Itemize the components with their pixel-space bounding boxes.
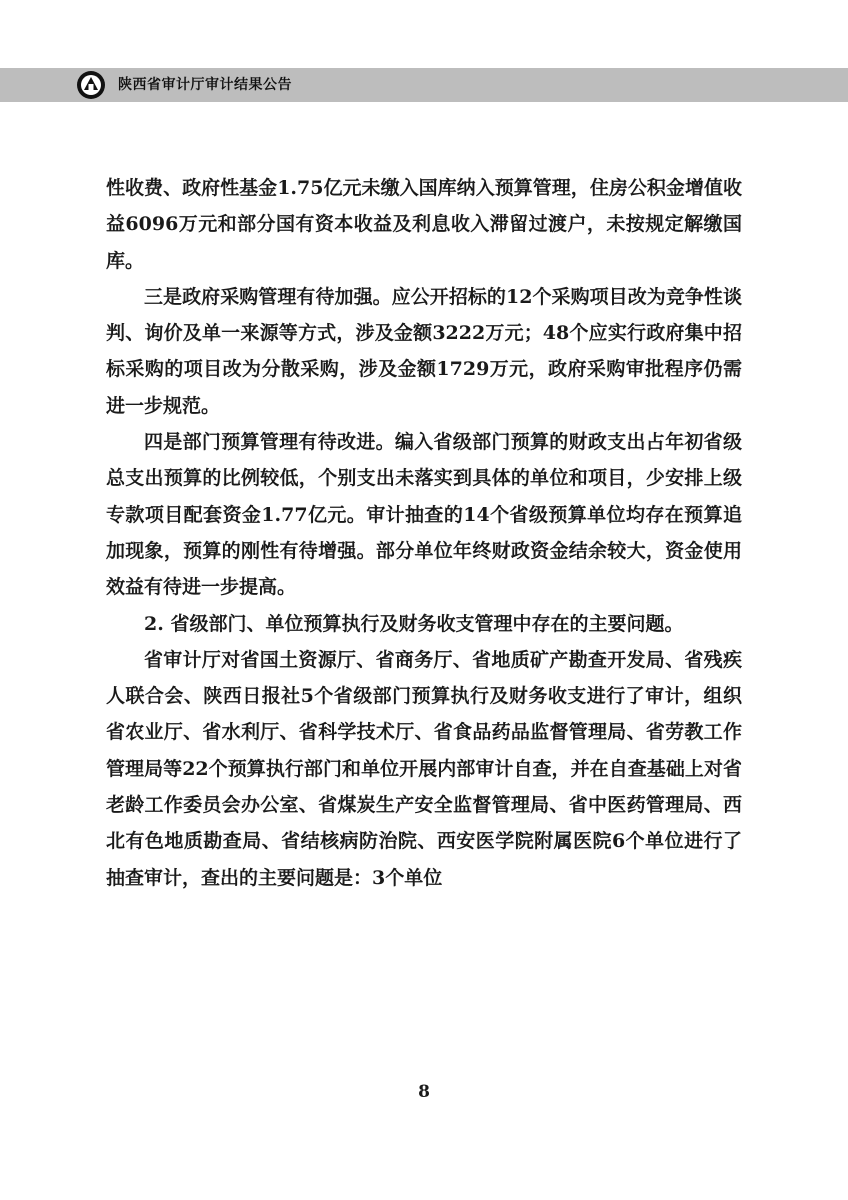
page-number: 8 (418, 1082, 430, 1102)
page-header-title: 陕西省审计厅审计结果公告 (118, 77, 292, 93)
audit-logo-icon (76, 70, 106, 100)
paragraph-procurement: 三是政府采购管理有待加强。应公开招标的12个采购项目改为竞争性谈判、询价及单一来源等方式，涉及金额3222万元；48个应实行政府集中招标采购的项目改为分散采购，涉及金额1729万元，政府采购审批程序仍需进一步规范。 (106, 285, 742, 417)
paragraph-department-audit: 省审计厅对省国土资源厅、省商务厅、省地质矿产勘查开发局、省残疾人联合会、陕西日报社5个省级部门预算执行及财务收支进行了审计，组织省农业厅、省水利厅、省科学技术厅、省食品药品监督管理局、省劳教工作管理局等22个预算执行部门和单位开展内部审计自查，并在自查基础上对省老龄工作委员会办公室、省煤炭生产安全监督管理局、省中医药管理局、西北有色地质勘查局、省结核病防治院、西安医学院附属医院6个单位进行了抽查审计，查出的主要问题是：3个单位 (106, 648, 742, 889)
paragraph-continuation: 性收费、政府性基金1.75亿元未缴入国库纳入预算管理，住房公积金增值收益6096万元和部分国有资本收益及利息收入滞留过渡户，未按规定解缴国库。 (106, 177, 742, 272)
section-heading: 2. 省级部门、单位预算执行及财务收支管理中存在的主要问题。 (144, 612, 684, 635)
document-body (106, 170, 742, 896)
paragraph-budget-management: 四是部门预算管理有待改进。编入省级部门预算的财政支出占年初省级总支出预算的比例较低，个别支出未落实到具体的单位和项目，少安排上级专款项目配套资金1.77亿元。审计抽查的14个省级预算单位均存在预算追加现象，预算的刚性有待增强。部分单位年终财政资金结余较大，资金使用效益有待进一步提高。 (106, 431, 742, 599)
